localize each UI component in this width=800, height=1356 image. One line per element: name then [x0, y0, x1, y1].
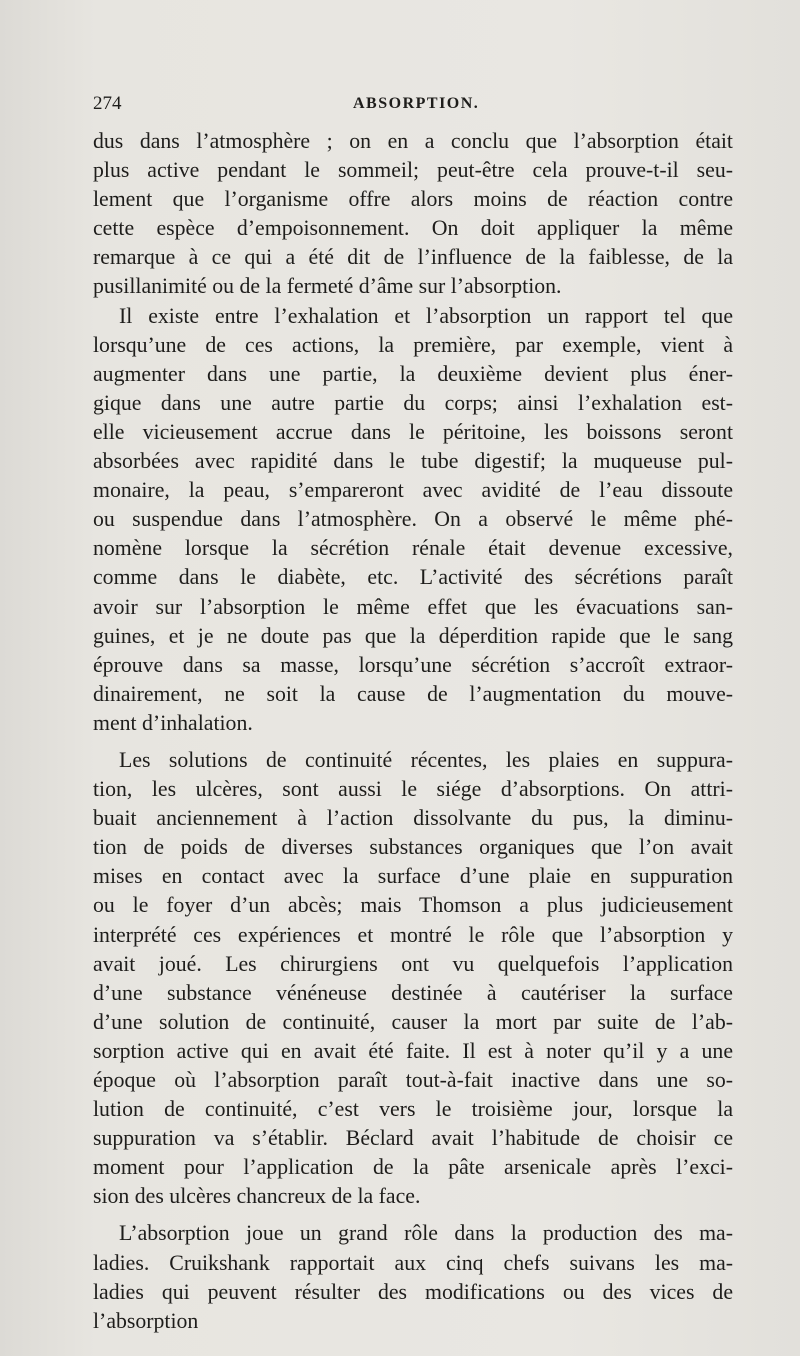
text-line: ment d’inhalation.: [93, 710, 253, 735]
text-line: elle vicieusement accrue dans le péritoine, les boissons seront: [93, 419, 733, 444]
text-line: d’une solution de continuité, causer la mort par suite de l’ab-: [93, 1009, 733, 1034]
text-line: cette espèce d’empoisonnement. On doit appliquer la même: [93, 216, 733, 241]
text-line: augmenter dans une partie, la deuxième devient plus éner-: [93, 361, 733, 386]
text-line: Les solutions de continuité récentes, les plaies en suppura-: [119, 747, 733, 772]
text-line: sion des ulcères chancreux de la face.: [93, 1184, 421, 1209]
text-line: monaire, la peau, s’empareront avec avidité de l’eau dissoute: [93, 478, 733, 503]
text-line: ou suspendue dans l’atmosphère. On a observé le même phé-: [93, 507, 733, 532]
paragraph-gap: [93, 1211, 733, 1219]
text-line: éprouve dans sa masse, lorsqu’une sécrétion s’accroît extraor-: [93, 652, 733, 677]
text-line: buait anciennement à l’action dissolvante du pus, la diminu-: [93, 806, 733, 831]
text-line: avait joué. Les chirurgiens ont vu quelquefois l’application: [93, 951, 733, 976]
text-line: dus dans l’atmosphère ; on en a conclu que l’absorption était: [93, 129, 733, 153]
paragraph-4: [93, 1219, 733, 1335]
text-line: tion, les ulcères, sont aussi le siége d’absorptions. On attri-: [93, 777, 733, 802]
running-title: ABSORPTION.: [353, 95, 480, 112]
text-line: ou le foyer d’un abcès; mais Thomson a plus judicieusement: [93, 893, 733, 918]
text-line: lution de continuité, c’est vers le troisième jour, lorsque la: [93, 1097, 733, 1122]
paragraph-3: [93, 746, 733, 1212]
text-line: remarque à ce qui a été dit de l’influence de la faiblesse, de la: [93, 245, 733, 270]
text-line: Il existe entre l’exhalation et l’absorption un rapport tel que: [119, 303, 733, 328]
text-line: ladies qui peuvent résulter des modifications ou des vices de: [93, 1279, 733, 1304]
text-line: sorption active qui en avait été faite. Il est à noter qu’il y a une: [93, 1038, 733, 1063]
text-line: époque où l’absorption paraît tout-à-fait inactive dans une so-: [93, 1068, 733, 1092]
text-line: absorbées avec rapidité dans le tube digestif; la muqueuse pul-: [93, 449, 733, 474]
text-line: moment pour l’application de la pâte arsenicale après l’exci-: [93, 1155, 733, 1180]
text-line: nomène lorsque la sécrétion rénale était devenue excessive,: [93, 536, 733, 561]
text-line: mises en contact avec la surface d’une plaie en suppuration: [93, 864, 733, 889]
page-header: [93, 93, 733, 119]
text-line: d’une substance vénéneuse destinée à cautériser la surface: [93, 980, 733, 1005]
text-line: gique dans une autre partie du corps; ainsi l’exhalation est-: [93, 390, 733, 415]
body-text: [93, 127, 733, 1336]
text-line: ladies. Cruikshank rapportait aux cinq chefs suivans les ma-: [93, 1250, 733, 1275]
text-line: lorsqu’une de ces actions, la première, par exemple, vient à: [93, 332, 733, 357]
paragraph-1: [93, 127, 733, 302]
paragraph-gap: [93, 738, 733, 746]
text-line: tion de poids de diverses substances organiques que l’on avait: [93, 835, 733, 860]
page-number: 274: [93, 93, 122, 114]
text-line: dinairement, ne soit la cause de l’augmentation du mouve-: [93, 681, 733, 706]
text-line: L’absorption joue un grand rôle dans la production des ma-: [119, 1221, 733, 1246]
text-line: avoir sur l’absorption le même effet que les évacuations san-: [93, 594, 733, 619]
text-line: suppuration va s’établir. Béclard avait l’habitude de choisir ce: [93, 1126, 733, 1151]
text-line: interprété ces expériences et montré le rôle que l’absorption y: [93, 922, 733, 947]
paragraph-2: [93, 302, 733, 738]
text-line: lement que l’organisme offre alors moins de réaction contre: [93, 187, 733, 212]
text-line: pusillanimité ou de la fermeté d’âme sur l’absorption.: [93, 274, 562, 299]
text-line: l’absorption: [93, 1308, 199, 1333]
text-line: comme dans le diabète, etc. L’activité des sécrétions paraît: [93, 565, 733, 590]
text-line: plus active pendant le sommeil; peut-être cela prouve-t-il seu-: [93, 158, 733, 183]
text-line: guines, et je ne doute pas que la déperdition rapide que le sang: [93, 623, 733, 648]
